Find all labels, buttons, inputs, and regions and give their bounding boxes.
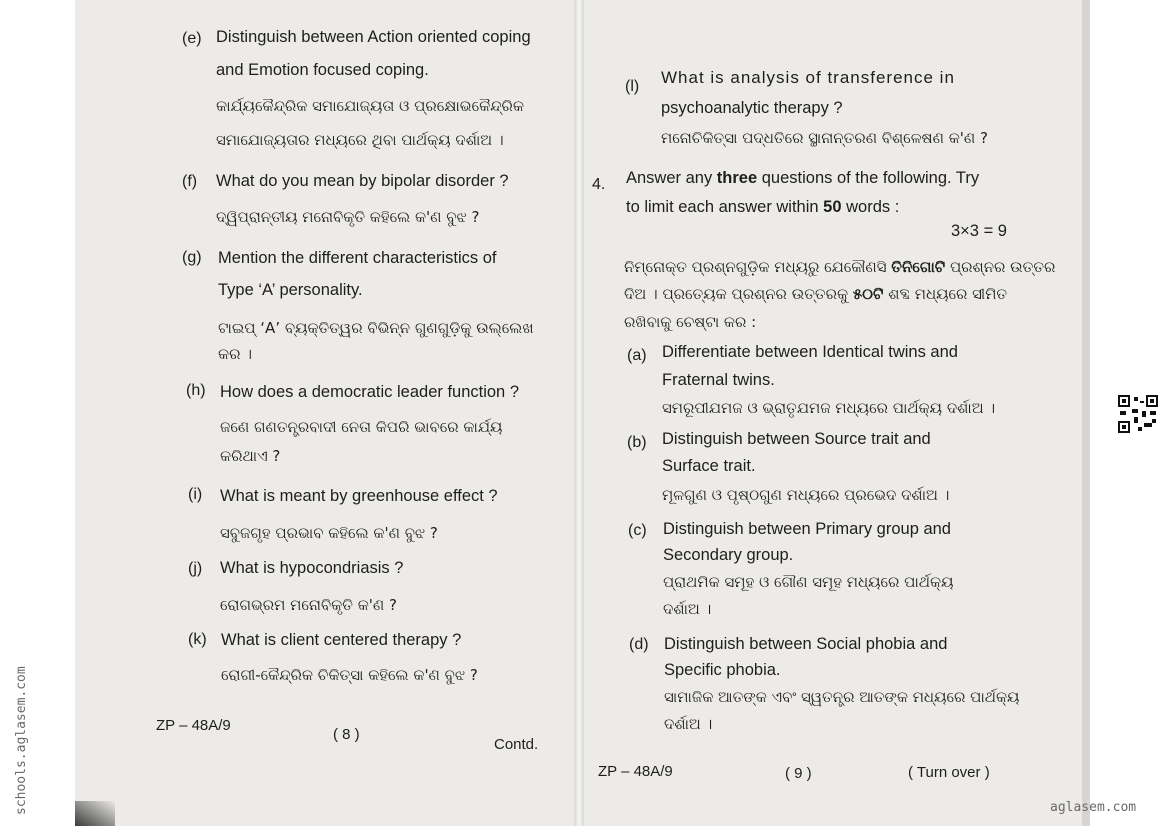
page-number: ( 9 ): [785, 765, 812, 782]
question-odia-text: ଦର୍ଶାଅ ।: [663, 600, 712, 618]
question-odia-text: ସବୁଜଗୃହ ପ୍ରଭାବ କହିଲେ କ'ଣ ବୁଝ ?: [220, 524, 438, 542]
question-number: 4.: [592, 176, 606, 193]
question-text: Secondary group.: [663, 546, 794, 564]
question-odia-text: କରିଥାଏ ?: [220, 447, 281, 465]
question-odia-text: ପ୍ରାଥମିକ ସମୂହ ଓ ଗୌଣ ସମୂହ ମଧ୍ୟରେ ପାର୍ଥକ୍ୟ: [663, 573, 954, 591]
question-text: Mention the different characteristics of: [218, 249, 497, 267]
question-label: (h): [186, 382, 206, 399]
question-text: Differentiate between Identical twins and: [662, 343, 958, 361]
question-label: (c): [628, 522, 647, 539]
question-text: What is client centered therapy ?: [221, 631, 462, 649]
page-edge: [1082, 0, 1090, 826]
question-label: (e): [182, 30, 202, 47]
question-odia-text: ଦ୍ୱିପ୍ରାନ୍ତୀୟ ମନୋବିକୃତି କହିଲେ କ'ଣ ବୁଝ ?: [216, 208, 480, 226]
question-label: (g): [182, 249, 202, 266]
question-label: (k): [188, 631, 207, 648]
question-text: Specific phobia.: [664, 661, 781, 679]
question-odia-text: ଦର୍ଶାଅ ।: [664, 715, 713, 733]
question-odia-text: ଟାଇପ୍ ‘A’ ବ୍ୟକ୍ତିତ୍ୱର ବିଭିନ୍ନ ଗୁଣଗୁଡ଼ିକୁ ଉଲ୍ଲେଖ: [218, 319, 534, 337]
question-label: (i): [188, 486, 203, 503]
question-odia-text: ସାମାଜିକ ଆତଙ୍କ ଏବଂ ସ୍ୱତନ୍ତ୍ର ଆତଙ୍କ ମଧ୍ୟରେ ପାର୍ଥକ୍ୟ: [664, 688, 1020, 706]
question-text: Distinguish between Social phobia and: [664, 635, 948, 653]
instruction-line-2: to limit each answer within 50 words :: [626, 198, 900, 216]
contd-label: Contd.: [494, 736, 539, 753]
paper-code: ZP – 48A/9: [598, 763, 673, 780]
question-label: (a): [627, 347, 647, 364]
instruction-odia-line-2: ଦିଅ । ପ୍ରତ୍ୟେକ ପ୍ରଶ୍ନର ଉତ୍ତରକୁ ୫୦ଟି ଶବ୍ଦ ମଧ୍ୟରେ ସୀମିତ: [624, 285, 1008, 303]
question-text: psychoanalytic therapy ?: [661, 99, 843, 117]
instruction-line-1: Answer any three questions of the following. Try: [626, 169, 980, 187]
question-text: What do you mean by bipolar disorder ?: [216, 172, 509, 190]
question-odia-text: କାର୍ଯ୍ୟକୈନ୍ଦ୍ରିକ ସମାଯୋଜ୍ୟତା ଓ ପ୍ରକ୍ଷୋଭକୈନ୍ଦ୍ରିକ: [216, 97, 524, 115]
question-text: Distinguish between Action oriented coping: [216, 28, 531, 46]
marks-label: 3×3 = 9: [951, 222, 1007, 240]
question-text: and Emotion focused coping.: [216, 61, 429, 79]
question-label: (b): [627, 434, 647, 451]
instruction-odia-line-3: ରଖିବାକୁ ଚେଷ୍ଟା କର :: [624, 313, 757, 331]
question-odia-text: ମନୋଚିକିତ୍ସା ପଦ୍ଧତିରେ ସ୍ଥାନାନ୍ତରଣ ବିଶ୍ଳେଷଣ କ'ଣ ?: [661, 129, 988, 147]
question-odia-text: ଜଣେ ଗଣତନ୍ତ୍ରବାଦୀ ନେତା କିପରି ଭାବରେ କାର୍ଯ୍ୟ: [220, 418, 503, 436]
page-corner-shadow: [75, 801, 115, 826]
question-label: (l): [625, 78, 640, 95]
question-text: What is meant by greenhouse effect ?: [220, 487, 498, 505]
question-text: Distinguish between Primary group and: [663, 520, 951, 538]
turn-over-label: ( Turn over ): [908, 764, 990, 781]
question-label: (f): [182, 173, 198, 190]
page-number: ( 8 ): [333, 726, 360, 743]
question-label: (j): [188, 560, 203, 577]
instruction-odia-line-1: ନିମ୍ନୋକ୍ତ ପ୍ରଶ୍ନଗୁଡ଼ିକ ମଧ୍ୟରୁ ଯେକୌଣସି ତିନିଗୋଟି ପ୍ରଶ୍ନର ଉତ୍ତର: [624, 258, 1056, 276]
watermark-vertical: schools.aglasem.com: [14, 666, 29, 815]
question-label: (d): [629, 636, 649, 653]
question-text: Fraternal twins.: [662, 371, 775, 389]
question-text: What is hypocondriasis ?: [220, 559, 404, 577]
question-odia-text: ସମରୂପୀଯମଜ ଓ ଭ୍ରାତୃଯମଜ ମଧ୍ୟରେ ପାର୍ଥକ୍ୟ ଦର୍ଶାଅ ।: [662, 399, 996, 417]
question-text: Distinguish between Source trait and: [662, 430, 931, 448]
question-odia-text: ମୂଳଗୁଣ ଓ ପୃଷ୍ଠଗୁଣ ମଧ୍ୟରେ ପ୍ରଭେଦ ଦର୍ଶାଅ ।: [662, 486, 950, 504]
qr-code-icon: [1118, 395, 1158, 433]
question-text: Type ‘A’ personality.: [218, 281, 363, 299]
question-odia-text: କର ।: [218, 345, 252, 363]
question-odia-text: ରୋଗୀ-କୈନ୍ଦ୍ରିକ ଚିକିତ୍ସା କହିଲେ କ'ଣ ବୁଝ ?: [221, 666, 478, 684]
paper-code: ZP – 48A/9: [156, 717, 231, 734]
question-odia-text: ରୋଗଭ୍ରମ ମନୋବିକୃତି କ'ଣ ?: [220, 596, 397, 614]
question-text: Surface trait.: [662, 457, 756, 475]
question-text: How does a democratic leader function ?: [220, 383, 519, 401]
question-odia-text: ସମାଯୋଜ୍ୟତାର ମଧ୍ୟରେ ଥିବା ପାର୍ଥକ୍ୟ ଦର୍ଶାଅ ।: [216, 131, 504, 149]
watermark-corner: aglasem.com: [1050, 800, 1137, 815]
question-text: What is analysis of transference in: [661, 68, 955, 87]
page-spine: [574, 0, 584, 826]
